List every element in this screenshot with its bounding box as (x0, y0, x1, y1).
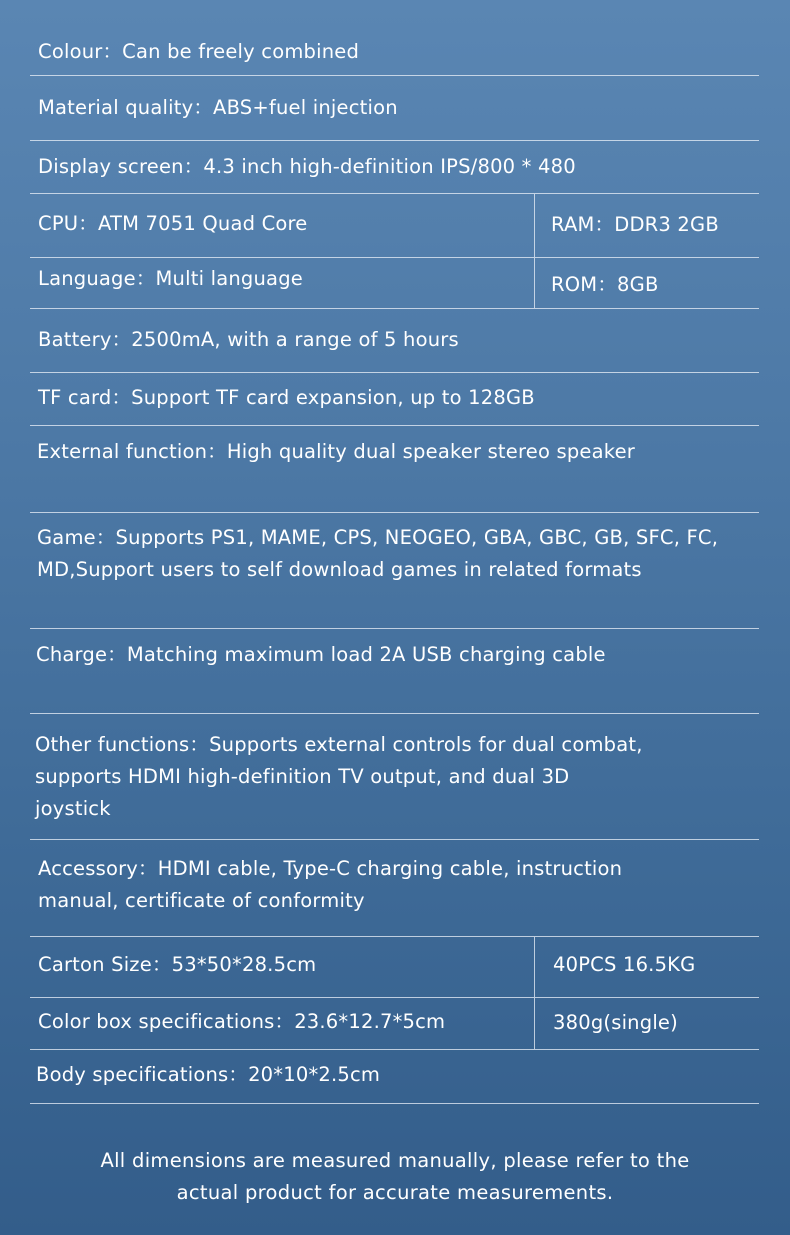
spec-row-external (30, 426, 759, 513)
body-text: Body specifications：20*10*2.5cm (36, 1063, 381, 1086)
spec-row-game (30, 513, 759, 629)
spec-row-language-rom (30, 258, 759, 309)
colour-text: Colour：Can be freely combined (38, 40, 360, 63)
game-text: Game：Supports PS1, MAME, CPS, NEOGEO, GBA, GBC, GB, SFC, FC, MD,Support users to self download games in related formats (37, 526, 719, 581)
ram-text: RAM：DDR3 2GB (551, 213, 719, 236)
spec-row-other (30, 714, 759, 840)
spec-row-charge (30, 629, 759, 714)
column-divider (534, 194, 535, 257)
spec-row-body (30, 1050, 759, 1104)
charge-text: Charge：Matching maximum load 2A USB charging cable (36, 643, 606, 666)
spec-row-tf-card (30, 373, 759, 426)
display-text: Display screen：4.3 inch high-definition IPS/800 * 480 (38, 155, 576, 178)
spec-row-material (30, 76, 759, 141)
material-text: Material quality：ABS+fuel injection (38, 96, 398, 119)
spec-row-carton (30, 937, 759, 998)
column-divider (534, 998, 535, 1049)
color-box-text: Color box specifications：23.6*12.7*5cm (38, 1010, 446, 1033)
spec-table (30, 22, 759, 1104)
column-divider (534, 258, 535, 308)
language-text: Language：Multi language (38, 267, 303, 290)
spec-row-cpu-ram (30, 194, 759, 258)
spec-row-color-box (30, 998, 759, 1050)
cpu-text: CPU：ATM 7051 Quad Core (38, 212, 308, 235)
accessory-text: Accessory：HDMI cable, Type-C charging cable, instruction manual, certificate of conformity (38, 857, 623, 912)
color-box-weight-text: 380g(single) (553, 1011, 678, 1034)
battery-text: Battery：2500mA, with a range of 5 hours (38, 328, 459, 351)
carton-size-text: Carton Size：53*50*28.5cm (38, 953, 317, 976)
rom-text: ROM：8GB (551, 273, 659, 296)
external-text: External function：High quality dual speaker stereo speaker (37, 440, 635, 463)
column-divider (534, 937, 535, 997)
carton-qty-text: 40PCS 16.5KG (553, 953, 696, 976)
spec-row-battery (30, 309, 759, 373)
spec-row-colour (30, 22, 759, 76)
measurement-note: All dimensions are measured manually, please refer to the actual product for accurate measurements. (100, 1149, 690, 1204)
spec-row-accessory (30, 840, 759, 937)
spec-row-display (30, 141, 759, 194)
other-text: Other functions：Supports external controls for dual combat, supports HDMI high-definition TV output, and dual 3D joystick (35, 733, 643, 820)
tf-card-text: TF card：Support TF card expansion, up to 128GB (38, 386, 535, 409)
